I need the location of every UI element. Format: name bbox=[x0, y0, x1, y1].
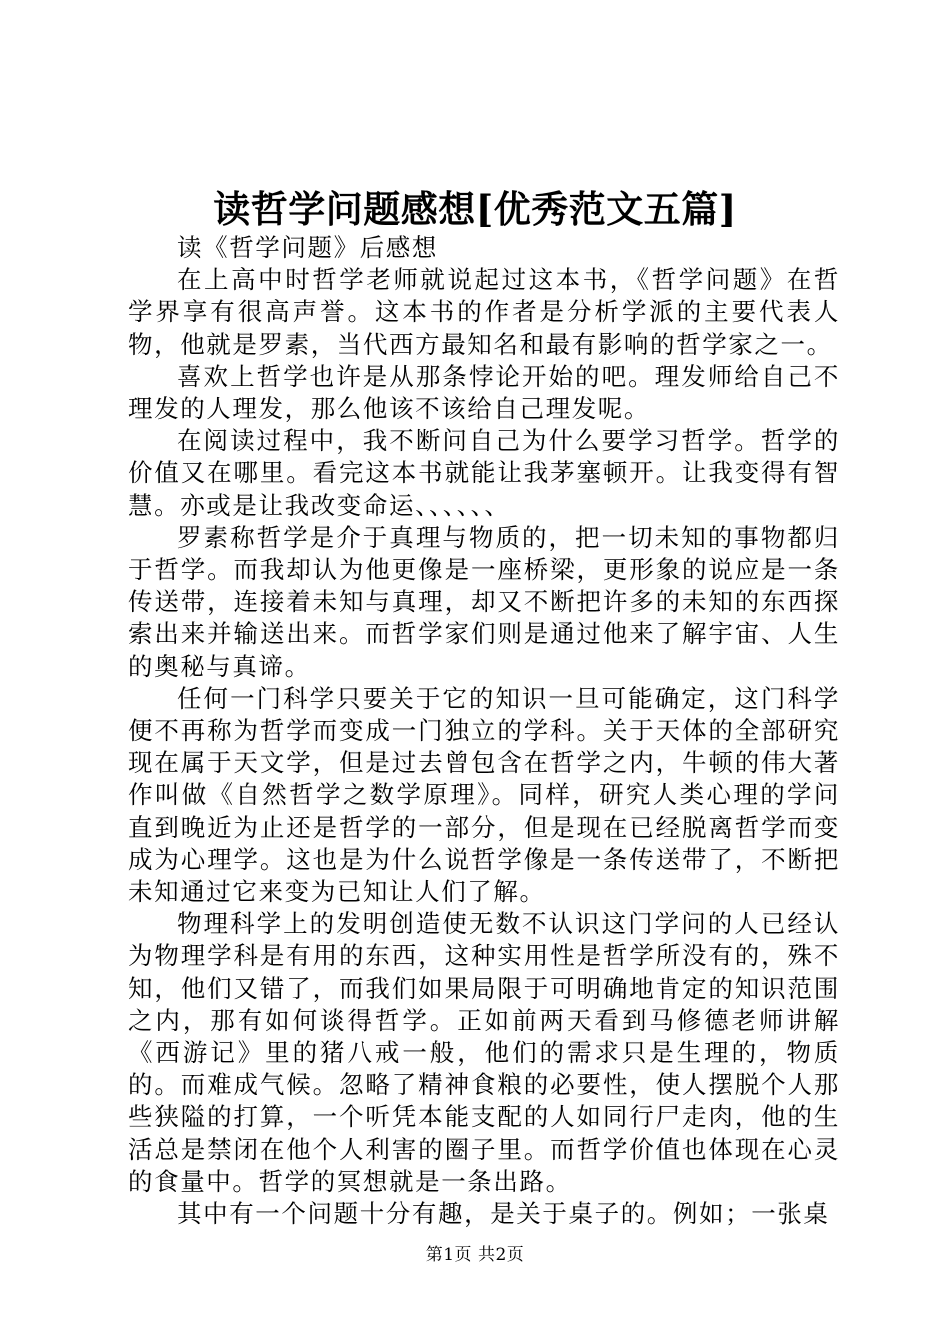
paragraph-3: 在阅读过程中，我不断问自己为什么要学习哲学。哲学的价值又在哪里。看完这本书就能让我茅塞顿开。让我变得有智慧。亦或是让我改变命运、、、、、、 bbox=[128, 426, 840, 520]
document-body bbox=[128, 232, 840, 1230]
paragraph-2: 喜欢上哲学也许是从那条悖论开始的吧。理发师给自己不理发的人理发，那么他该不该给自己理发呢。 bbox=[128, 361, 840, 424]
paragraph-7: 其中有一个问题十分有趣，是关于桌子的。例如；一张桌 bbox=[177, 1199, 830, 1229]
paragraph-4: 罗素称哲学是介于真理与物质的，把一切未知的事物都归于哲学。而我却认为他更像是一座桥梁，更形象的说应是一条传送带，连接着未知与真理，却又不断把许多的未知的东西探索出来并输送出来。而哲学家们则是通过他来了解宇宙、人生的奥秘与真谛。 bbox=[128, 522, 840, 681]
paragraph-1: 在上高中时哲学老师就说起过这本书，《哲学问题》在哲学界享有很高声誉。这本书的作者是分析学派的主要代表人物，他就是罗素，当代西方最知名和最有影响的哲学家之一。 bbox=[128, 265, 840, 359]
paragraph-6: 物理科学上的发明创造使无数不认识这门学问的人已经认为物理学科是有用的东西，这种实用性是哲学所没有的，殊不知，他们又错了，而我们如果局限于可明确地肯定的知识范围之内，那有如何谈得哲学。正如前两天看到马修德老师讲解《西游记》里的猪八戒一般，他们的需求只是生理的，物质的。而难成气候。忽略了精神食粮的必要性，使人摆脱个人那些狭隘的打算，一个听凭本能支配的人如同行尸走肉，他的生活总是禁闭在他个人利害的圈子里。而哲学价值也体现在心灵的食量中。哲学的冥想就是一条出路。 bbox=[128, 909, 840, 1196]
paragraph-5: 任何一门科学只要关于它的知识一旦可能确定，这门科学便不再称为哲学而变成一门独立的学科。关于天体的全部研究现在属于天文学，但是过去曾包含在哲学之内，牛顿的伟大著作叫做《自然哲学之数学原理》。同样，研究人类心理的学问直到晚近为止还是哲学的一部分，但是现在已经脱离哲学而变成为心理学。这也是为什么说哲学像是一条传送带了，不断把未知通过它来变为已知让人们了解。 bbox=[128, 683, 840, 907]
page-number-footer: 第1页 共2页 bbox=[425, 1245, 525, 1265]
document-title: 读哲学问题感想[优秀范文五篇] bbox=[213, 187, 737, 231]
document-subtitle: 读《哲学问题》后感想 bbox=[177, 233, 438, 262]
